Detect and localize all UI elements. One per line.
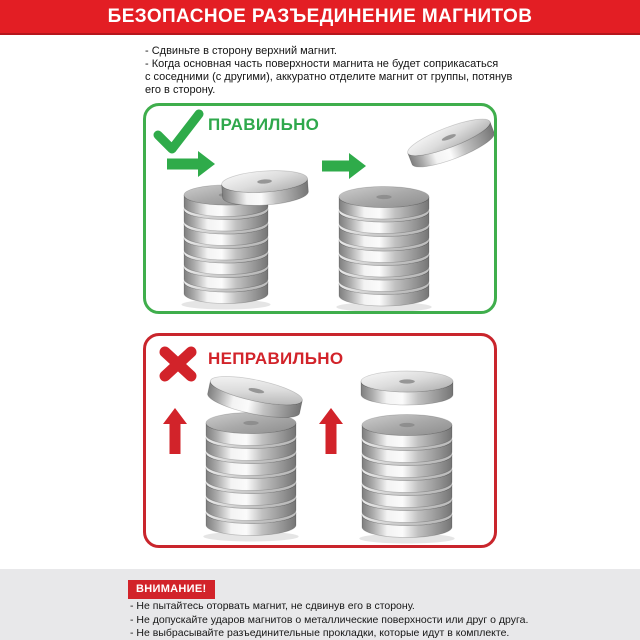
arrow-up-icon: [319, 408, 343, 454]
magnet-disc: [404, 112, 494, 173]
instruction-line: его в сторону.: [145, 84, 216, 96]
warning-footer: [0, 569, 640, 640]
instruction-line: - Сдвиньте в сторону верхний магнит.: [145, 45, 337, 57]
incorrect-panel: [143, 333, 497, 548]
correct-panel: [143, 103, 497, 314]
arrow-up-icon: [163, 408, 187, 454]
correct-panel-title: ПРАВИЛЬНО: [208, 115, 320, 134]
incorrect-panel-title: НЕПРАВИЛЬНО: [208, 349, 344, 368]
warning-item: - Не выбрасывайте разъединительные прокладки, которые идут в комплекте.: [130, 627, 510, 639]
title-banner: [0, 0, 640, 35]
x-icon: [158, 346, 198, 382]
magnet-disc: [361, 371, 453, 405]
warning-badge: ВНИМАНИЕ!: [128, 580, 215, 599]
warning-item: - Не допускайте ударов магнитов о металлические поверхности или друг о друга.: [130, 613, 529, 626]
instruction-line: - Когда основная часть поверхности магнита не будет соприкасаться: [145, 58, 499, 70]
magnet-stack: [359, 415, 454, 544]
warning-item: - Не пытайтесь оторвать магнит, не сдвинув его в сторону.: [130, 600, 415, 612]
page-title: БЕЗОПАСНОЕ РАЗЪЕДИНЕНИЕ МАГНИТОВ: [107, 5, 533, 27]
warning-list: [130, 600, 528, 640]
magnet-stack: [336, 187, 431, 312]
instruction-line: с соседними (с другими), аккуратно отделите магнит от группы, потянув: [145, 71, 513, 83]
magnet-disc: [221, 168, 309, 208]
checkmark-icon: [151, 108, 205, 156]
arrow-right-icon: [322, 153, 366, 179]
instructions-text: [145, 45, 512, 97]
magnet-stack: [203, 413, 298, 542]
